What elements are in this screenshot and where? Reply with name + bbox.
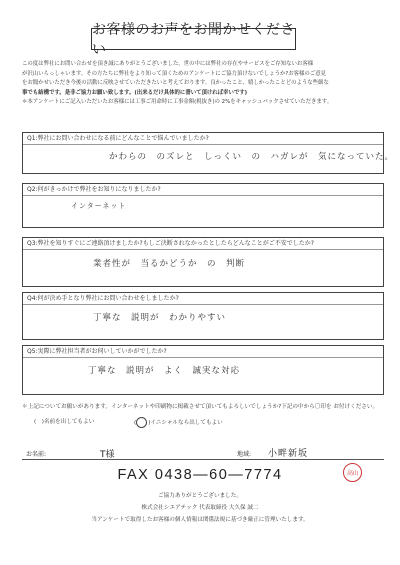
question-4 — [22, 292, 384, 340]
name-label: お名前: — [26, 451, 47, 458]
privacy-text: 当アンケートで取得したお客様の個人情報は関係法規に基づき厳正に管理いたします。 — [91, 517, 309, 523]
answer-2: インターネット — [71, 202, 127, 210]
area-label: 地域: — [237, 451, 252, 458]
intro-line: 事でも結構です。是非ご協力お願い致します。(出来るだけ具体的に書いて頂ければ幸いです) — [22, 89, 248, 96]
option-name-ok[interactable] — [34, 417, 94, 425]
answer-4: 丁寧な 説明が わかりやすい — [93, 313, 227, 323]
option-initials-ok[interactable] — [134, 417, 223, 428]
company-text: 株式会社シエアテック 代表取締役 大久保 誠二 — [141, 505, 259, 511]
question-1-label: Q1:弊社にお問い合わせになる前にどんなことで悩んでいましたか? — [23, 133, 383, 145]
question-5-label: Q5:実際に弊社担当者がお伺いしていかがでしたか? — [23, 346, 383, 358]
company-seal-stamp: 高山 — [343, 463, 362, 482]
option-name-ok-label: )名前を出してもよい — [41, 419, 95, 425]
intro-text — [22, 60, 384, 108]
area-value: 小畔新坂 — [268, 449, 309, 459]
intro-line: が沢山いらっしゃいます。その方たちに弊社をより知って頂くためのアンケートにご協力頂けないでしょうか?お客様のご意見 — [22, 70, 326, 77]
question-2-label: Q2:何がきっかけで弊社をお知りになりましたか? — [23, 184, 383, 196]
question-1 — [22, 132, 395, 174]
intro-line: この度は弊社にお問い合わせを頂き誠にありがとうございました。世の中には弊社の存在やサービスをご存知ないお客様 — [22, 61, 314, 67]
page-title — [91, 22, 296, 58]
question-2 — [22, 183, 384, 228]
question-4-label: Q4:何が決め手となり弊社にお問い合わせをしましたか? — [23, 293, 383, 305]
question-3-label: Q3:弊社を知りすぐにご連絡頂けましたか?もしご決断されなかったとしたらどんなことがご不安でしたか? — [23, 238, 383, 250]
selected-circle-icon — [136, 417, 147, 428]
thanks-text: ご協力ありがとうございました。 — [158, 493, 242, 499]
intro-line: ＊本アンケートにご記入いただいたお客様には工事ご用命時に工事金額(税抜き)の 2%をキャッシュバックさせていただきます。 — [22, 99, 333, 106]
name-row — [22, 447, 384, 460]
answer-3: 業者性が 当るかどうか の 判断 — [93, 259, 246, 269]
intro-line: をお聞かせいただき今後の活動に反映させていただきたいと考えております。良かったこと、嬉しかったことどのような些細な — [22, 80, 329, 87]
answer-1: かわらの のズレと しっくい の ハガレが 気になっていた。 — [109, 152, 395, 162]
question-3 — [22, 237, 384, 287]
option-initials-ok-bracket: ( — [134, 420, 137, 426]
consent-text: ＊上記についてお願いがあります。インターネットや印刷物に掲載させて頂いてもよろしいでしょうか?下記の中から〇印を お付けください。 — [22, 404, 379, 410]
question-5 — [22, 345, 384, 395]
page-title-text: お客様のお声をお聞かせください — [92, 22, 295, 58]
answer-5: 丁寧な 説明が よく 誠実な対応 — [88, 366, 241, 376]
name-value: T様 — [100, 450, 115, 460]
option-initials-ok-label: )イニシャルなら出してもよい — [148, 420, 223, 426]
fax-number: FAX 0438―60―7774 — [117, 467, 283, 483]
option-name-ok-bracket: ( — [34, 419, 42, 425]
